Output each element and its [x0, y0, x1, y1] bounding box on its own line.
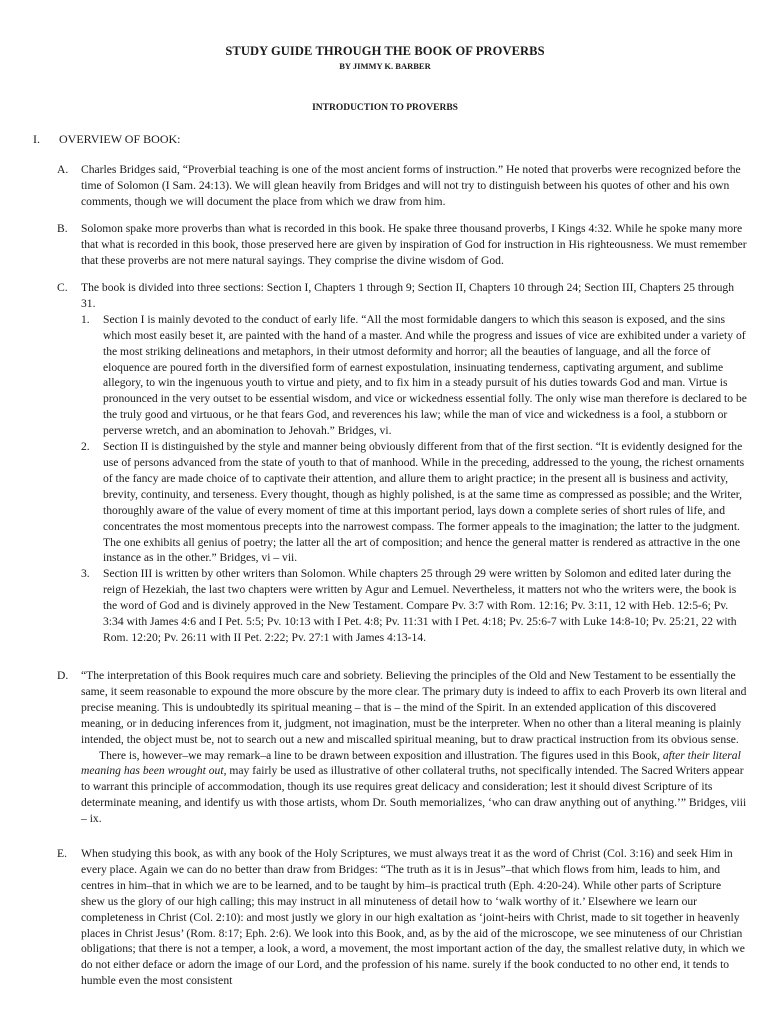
- section-c-item-1: [81, 312, 747, 439]
- section-d-p2-end: , may fairly be used as illustrative of other collateral truths, not specifically intended. The Sacred Writers appear to warrant this principle of accommodation, though its use requires great delicacy and consideration; lest it should divest Scripture of its determinate meaning, and identify us with those artists, whom Dr. South memorializes, ‘who can draw anything out of anything.’” Bridges, viii – ix.: [81, 764, 747, 826]
- outline-number: I.: [33, 132, 40, 146]
- section-c-item-3-text: Section III is written by other writers than Solomon. While chapters 25 through 29 were written by Solomon and edited later during the reign of Hezekiah, the last two chapters were written by Agur and Lemuel. Nevertheless, it matters not who the writers were, the book is the word of God and is divinely approved in the New Testament. Compare Pv. 3:7 with Rom. 12:16; Pv. 3:11, 12 with Heb. 12:5-6; Pv. 3:34 with James 4:6 and I Pet. 5:5; Pv. 10:13 with I Pet. 4:8; Pv. 11:31 with I Pet. 4:18; Pv. 25:6-7 with Luke 14:8-10; Pv. 25:21, 22 with Rom. 12:20; Pv. 26:11 with II Pet. 2:22; Pv. 27:1 with James 4:13-14.: [103, 567, 737, 644]
- section-d-text: “The interpretation of this Book requires much care and sobriety. Believing the principles of the Old and New Testament to be essentially the same, it seem reasonable to expound the more obscure by the more clear. The primary duty is indeed to affix to each Proverb its own literal and precise meaning. This is undoubtedly its spiritual meaning – that is – the mind of the Spirit. In an extended application of this discovered meaning, or in deducing inferences from it, judgment, not imagination, must be the interpreter. When no other than a literal meaning is plainly intended, the object must be, not to search out a new and miscalled spiritual meaning, but to draw practical instruction from its obvious sense.: [81, 669, 747, 746]
- section-c-item-3: [81, 566, 747, 646]
- section-c-text: The book is divided into three sections: Section I, Chapters 1 through 9; Section II, Chapters 10 through 24; Section III, Chapters 25 through 31.: [81, 281, 735, 310]
- section-a: [57, 162, 747, 210]
- section-b-text: Solomon spake more proverbs than what is recorded in this book. He spake three thousand proverbs, I Kings 4:32. While he spoke many more that what is recorded in this book, those preserved here are given by inspiration of God for instruction in His righteousness. We must remember that these proverbs are not mere natural sayings. They comprise the divine wisdom of God.: [81, 222, 747, 267]
- section-c-item-1-label: 1.: [81, 312, 90, 326]
- section-c-label: C.: [57, 281, 68, 294]
- section-c-item-3-label: 3.: [81, 567, 90, 581]
- section-c-item-2-text: Section II is distinguished by the style and manner being obviously different from that of the first section. “It is evidently designed for the use of persons advanced from the state of youth to that of manhood. While in the preceding, addressed to the young, the richest ornaments of the fancy are made choice of to captivate their attention, and allure them to aright practice; in the present all is business and activity, brevity, continuity, and terseness. Every thought, though as highly polished, is at the same time as compressed as possible; and the Writer, thoroughly aware of the value of every moment of time at this important period, lays down a complete series of short rules of life, and concentrates the most momentous precepts into the narrowest compass. The former appeals to the imagination; the latter to the judgment. The one exhibits all genius of poetry; the latter all the art of composition; and hence the general matter is rendered as attractive in the one instance as in the other.” Bridges, vi – vii.: [103, 440, 745, 565]
- section-e-text: When studying this book, as with any book of the Holy Scriptures, we must always treat it as the word of Christ (Col. 3:16) and seek Him in every place. Again we can do no better than draw from Bridges: “The truth as it is in Jesus”–that which flows from him, leads to him, and centres in him–that in which we are to be learned, and to be taught by him–is practical truth (Eph. 4:20-24). While other parts of Scripture shew us the glory of our high calling; this may instruct in all minuteness of detail how to ‘walk worthy of it.’ Elsewhere we learn our completeness in Christ (Col. 2:10): and most justly we glory in our high exaltation as ‘joint-heirs with Christ, made to sit together in heavenly places in Christ Jesus’ (Rom. 8:17; Eph. 2:6). We look into this Book, and, as by the aid of the microscope, we see minuteness of our Christian obligations; that there is not a temper, a look, a word, a movement, the most important action of the day, the smallest relative duty, in which we do not either deface or adorn the image of our Lord, and the profession of his name. surely if the book conducted to no other end, it tends to humble even the most consistent: [81, 847, 745, 988]
- section-a-label: A.: [57, 163, 69, 176]
- section-d-paragraph-2: [81, 748, 747, 828]
- section-d-p2-italic: after their literal meaning has been wrought out: [81, 748, 741, 778]
- section-d-p2-start: There is, however–we may remark–a line to be drawn between exposition and illustration. The figures used in this Book,: [99, 748, 663, 762]
- author-byline: BY JIMMY K. BARBER: [339, 61, 431, 71]
- document-title: STUDY GUIDE THROUGH THE BOOK OF PROVERBS: [225, 44, 545, 58]
- section-e-label: E.: [57, 847, 67, 860]
- outline-heading: [33, 131, 733, 147]
- outline-heading-text: OVERVIEW OF BOOK:: [59, 132, 181, 146]
- section-a-text: Charles Bridges said, “Proverbial teaching is one of the most ancient forms of instruction.” He noted that proverbs were recognized before the time of Solomon (I Sam. 24:13). We will glean heavily from Bridges and will not try to distinguish between his quotes of other and his own comments, though we will document the place from which we draw from him.: [81, 163, 741, 208]
- section-c-item-2-label: 2.: [81, 440, 90, 454]
- section-b-label: B.: [57, 222, 68, 235]
- section-d-label: D.: [57, 669, 69, 682]
- section-heading: INTRODUCTION TO PROVERBS: [312, 103, 458, 113]
- section-b: [57, 221, 747, 269]
- section-c: [57, 280, 747, 646]
- section-d: [57, 668, 747, 827]
- section-c-item-2: [81, 439, 747, 566]
- section-e: [57, 846, 747, 989]
- section-c-item-1-text: Section I is mainly devoted to the conduct of early life. “All the most formidable dangers to which this season is exposed, and the sins which most easily beset it, are painted with the hand of a master. And while the progress and issues of vice are exhibited under a variety of the most striking delineations and metaphors, in their utmost deformity and horror; all the beauties of language, and all the force of eloquence are poured forth in the diversified form of earnest expostulation, insinuating tenderness, captivating argument, and sublime allegory, to win the ingenuous youth to virtue and piety, and to fix him in a steady pursuit of his duties towards God and man. Virtue is pronounced in the very outset to be essential wisdom, and vice or wickedness essential folly. The only wise man therefore is declared to be the truly good and virtuous, or he that fears God, and reverences his law; while the man of vice and wickedness is a fool, a stubborn or perverse wretch, and an abomination to Jehovah.” Bridges, vi.: [103, 312, 747, 438]
